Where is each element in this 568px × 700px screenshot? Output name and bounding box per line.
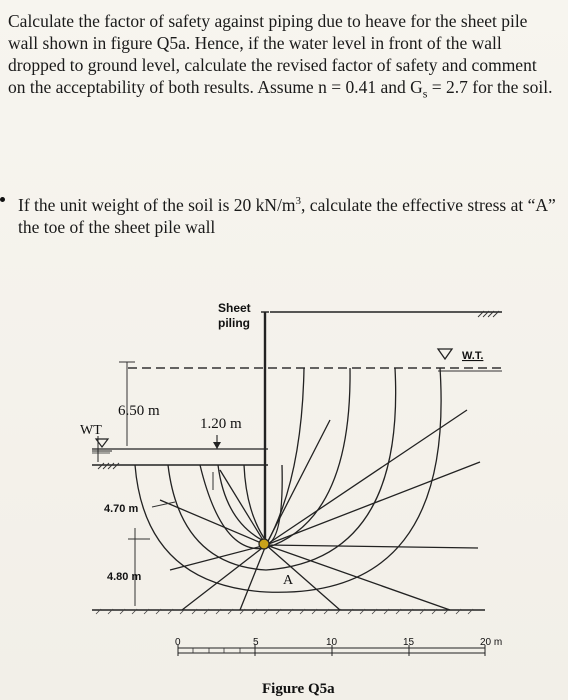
- sheet-piling-label-1: Sheet: [218, 301, 251, 315]
- water-table-label-right: W.T.: [462, 350, 484, 362]
- water-table-triangle-right: [438, 349, 452, 359]
- scale-bar: [175, 637, 502, 656]
- scale-label-10: 10: [326, 637, 338, 648]
- question-b-text: If the unit weight of the soil is 20 $kN/m^3$, calculate the effective stress at “A” the toe of the sheet pile wall: [18, 194, 556, 237]
- sheet-piling-label-2: piling: [218, 316, 250, 330]
- dim-4-70-label: 4.70 m: [104, 503, 139, 515]
- scale-label-5: 5: [253, 637, 259, 648]
- question-a-text: Calculate the factor of safety against piping due to heave for the sheet pile wall shown in figure Q5a. Hence, if the water level in front of the wall dropped to ground level, calculate the revised factor of safety and comment on the acceptability of both results. Assume n = 0.41 and $G_s = 2.7$ for the soil.: [8, 11, 553, 101]
- figure-caption: Figure Q5a: [262, 681, 335, 697]
- dim-4-80-label: 4.80 m: [107, 571, 142, 583]
- water-table-label-left: WT: [80, 423, 102, 438]
- scale-label-15: 15: [403, 637, 415, 648]
- point-a-label: A: [283, 573, 294, 588]
- toe-point-marker: [259, 539, 269, 549]
- dim-1-20-label: 1.20 m: [200, 416, 242, 432]
- scale-label-20: 20 m: [480, 637, 503, 648]
- scale-label-0: 0: [175, 637, 181, 648]
- dim-6-50-label: 6.50 m: [118, 403, 160, 419]
- flow-net: [135, 368, 480, 610]
- flow-lines: [135, 368, 441, 592]
- ground-hatch-left: [98, 463, 119, 469]
